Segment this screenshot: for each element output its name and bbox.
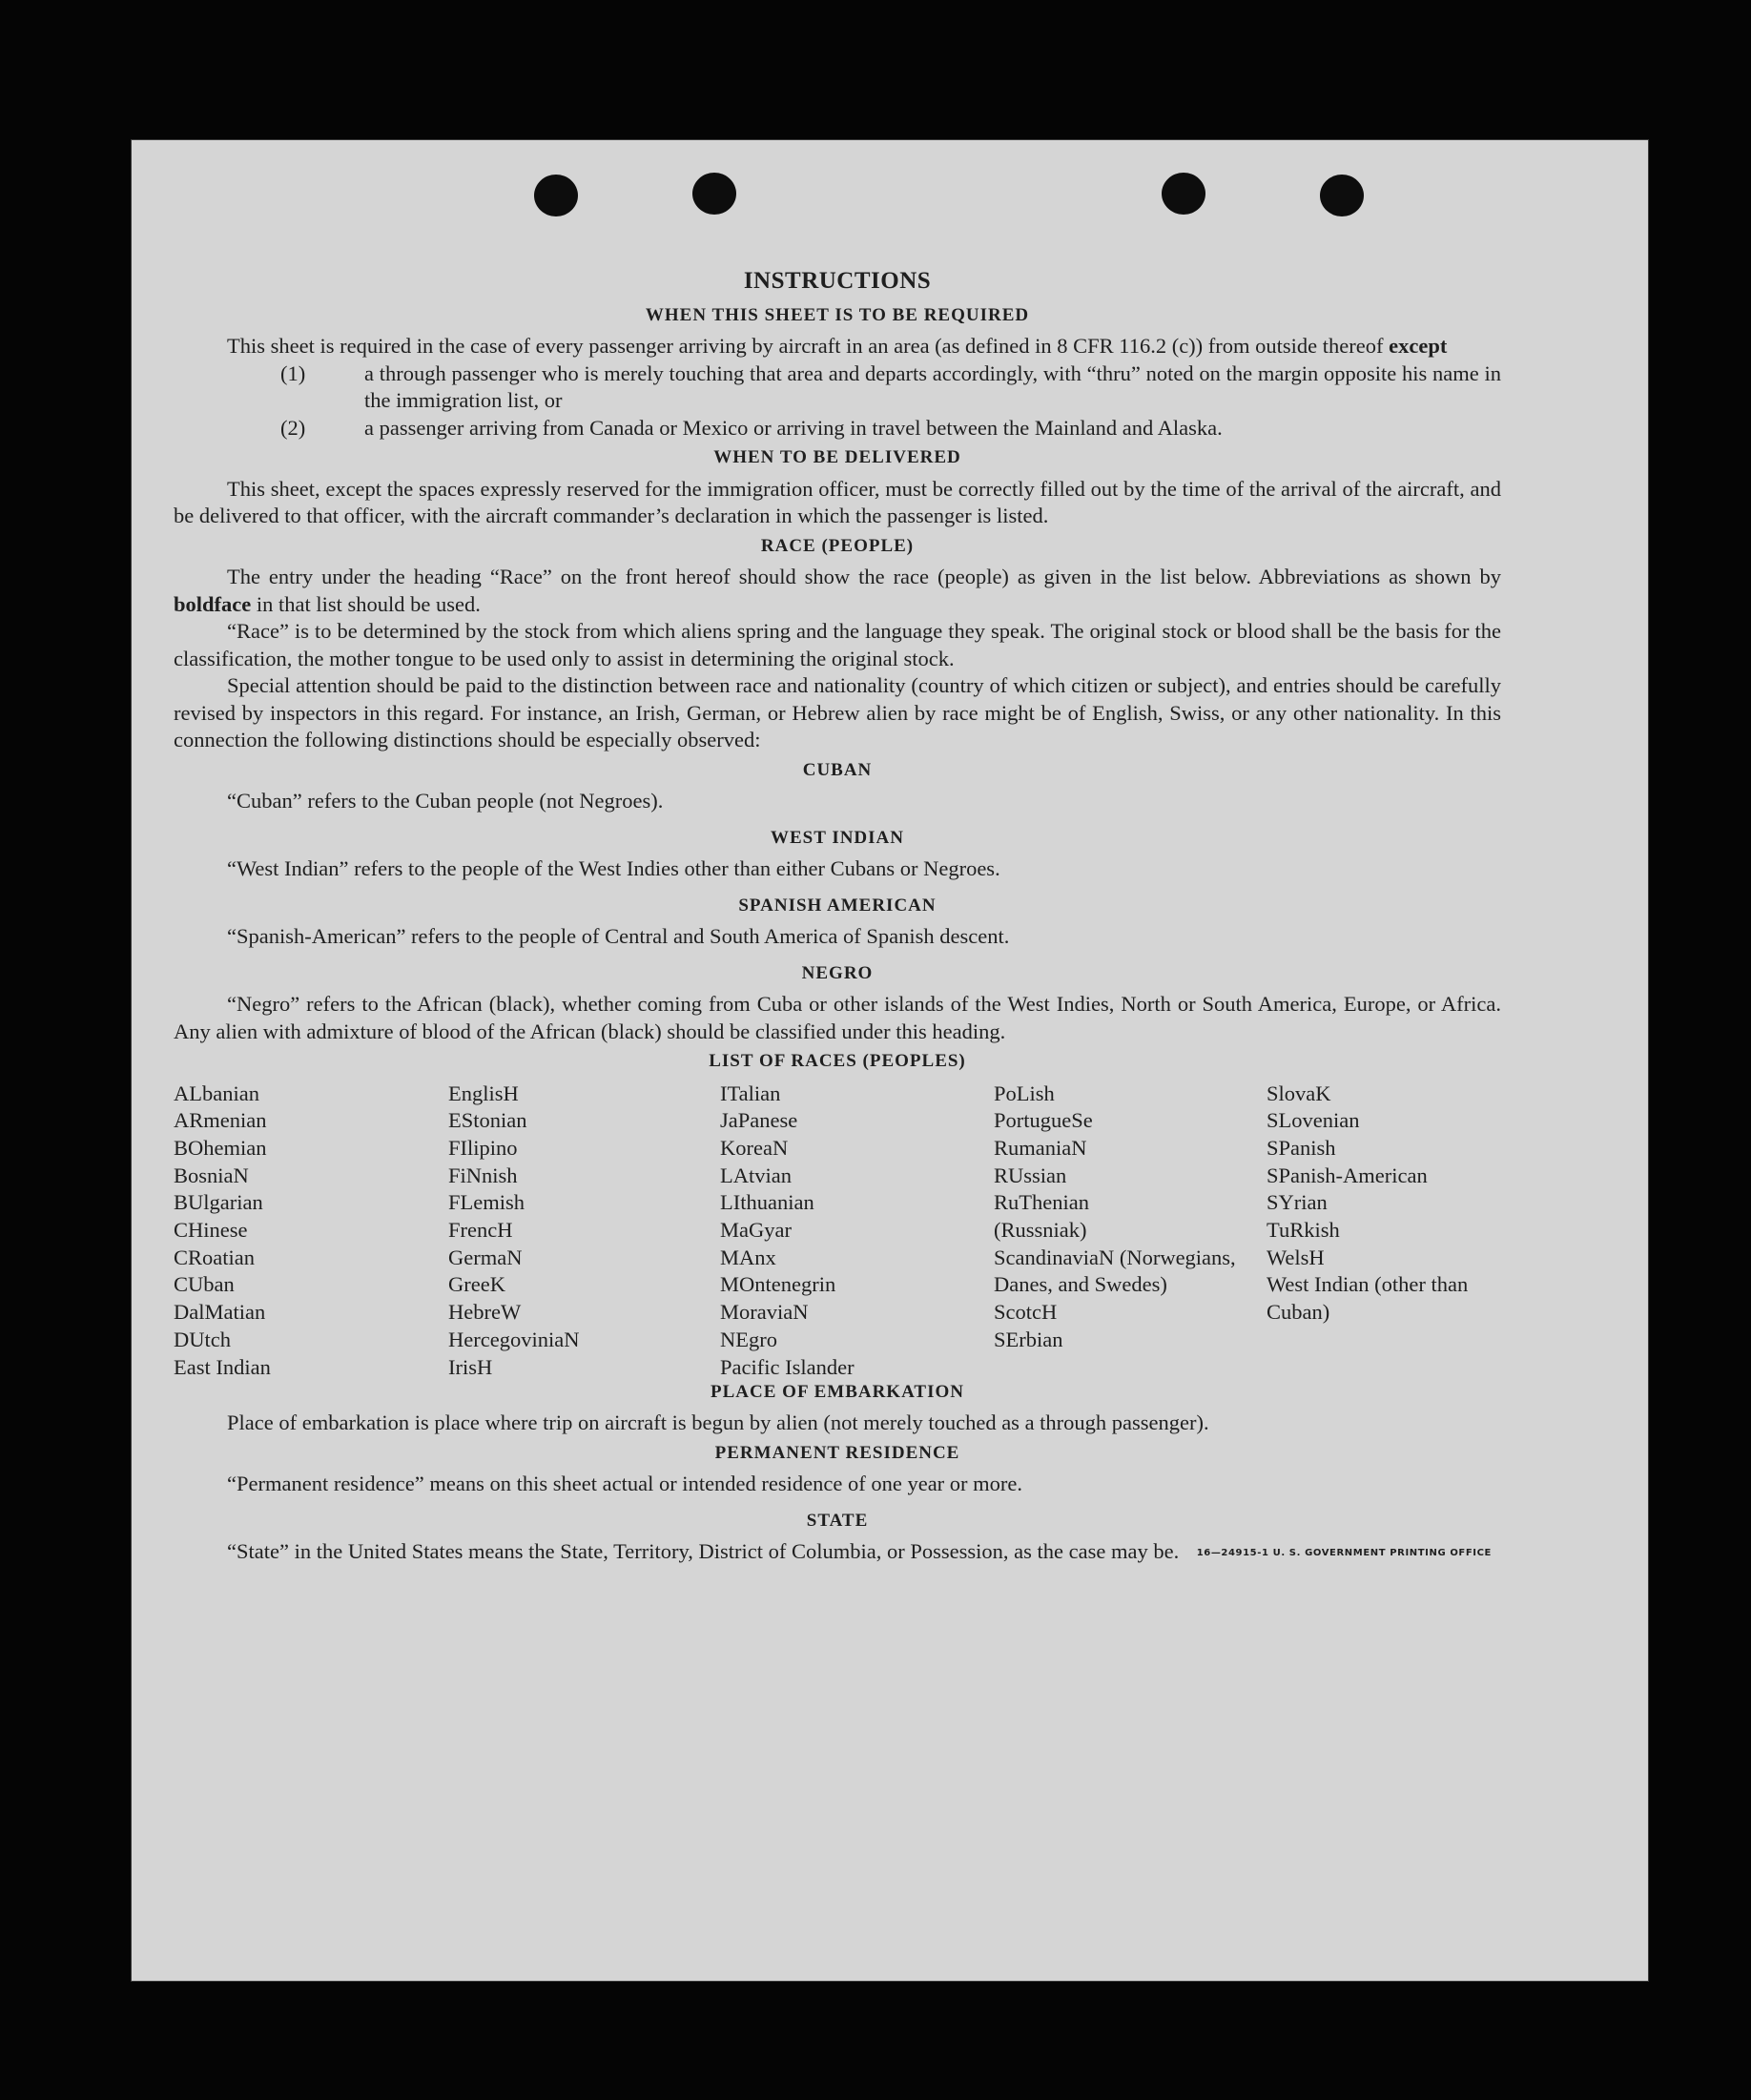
- races-column-1: [174, 1081, 422, 1382]
- race-entry: SPanish: [1267, 1135, 1336, 1160]
- race-entry: MOntenegrin: [720, 1272, 836, 1297]
- exception-item: [174, 415, 1501, 443]
- race-entry: MoraviaN: [720, 1300, 809, 1325]
- section-heading-residence: PERMANENT RESIDENCE: [714, 1442, 960, 1463]
- exception-text: a passenger arriving from Canada or Mexico or arriving in travel between the Mainland and Alaska.: [364, 415, 1223, 440]
- race-entry: RuThenian (Russniak): [994, 1190, 1089, 1243]
- race-entry: PortugueSe: [994, 1108, 1093, 1133]
- race-paragraph-1: [174, 564, 1501, 618]
- section-heading-embarkation: PLACE OF EMBARKATION: [711, 1381, 964, 1402]
- race-entry: PoLish: [994, 1081, 1055, 1105]
- race-entry: Pacific Islander: [720, 1354, 855, 1379]
- race-entry: BOhemian: [174, 1135, 267, 1160]
- race-entry: FiNnish: [448, 1163, 518, 1187]
- state-text: “State” in the United States means the State, Territory, District of Columbia, or Possession, as the case may be.: [227, 1539, 1180, 1563]
- race-entry: GermaN: [448, 1245, 523, 1269]
- section-heading-state: STATE: [806, 1510, 869, 1531]
- cuban-text: “Cuban” refers to the Cuban people (not Negroes).: [227, 789, 664, 813]
- races-list: [174, 1081, 1501, 1379]
- race-entry: EStonian: [448, 1108, 527, 1133]
- race-entry: IrisH: [448, 1354, 493, 1379]
- race-entry: SErbian: [994, 1327, 1063, 1351]
- race-entry: SPanish-American: [1267, 1163, 1428, 1187]
- exception-text: a through passenger who is merely touching that area and departs accordingly, with “thru” noted on the margin opposite his name in the immigration list, or: [364, 360, 1501, 412]
- race-paragraph-3: Special attention should be paid to the distinction between race and nationality (country of which citizen or subject), and entries should be carefully revised by inspectors in this regard. For instance, an Irish, German, or Hebrew alien by race might be of English, Swiss, or any other nationality. In this connection the following distinctions should be especially observed:: [174, 673, 1501, 751]
- races-column-4: [994, 1081, 1242, 1354]
- page-title: INSTRUCTIONS: [743, 268, 932, 294]
- race-entry: HercegoviniaN: [448, 1327, 580, 1351]
- exception-item: [174, 360, 1501, 415]
- races-column-5: [1267, 1081, 1503, 1327]
- race-p1-bold: boldface: [174, 591, 252, 616]
- race-entry: EnglisH: [448, 1081, 519, 1105]
- race-entry: FrencH: [448, 1218, 513, 1243]
- when-required-intro: [174, 333, 1501, 360]
- when-delivered-text: This sheet, except the spaces expressly reserved for the immigration officer, must be correctly filled out by the time of the arrival of the aircraft, and be delivered to that officer, with the aircraft commander’s declaration in which the passenger is listed.: [174, 476, 1501, 527]
- section-heading-when-delivered: WHEN TO BE DELIVERED: [713, 447, 961, 467]
- race-entry: LAtvian: [720, 1163, 792, 1187]
- race-paragraph-2: “Race” is to be determined by the stock from which aliens spring and the language they speak. The original stock or blood shall be the basis for the classification, the mother tongue to be used only to assist in determining the original stock.: [174, 619, 1501, 670]
- punch-hole: [534, 175, 578, 216]
- west-indian-text: “West Indian” refers to the people of the West Indies other than either Cubans or Negroes.: [227, 856, 1000, 880]
- race-entry: TuRkish: [1267, 1218, 1340, 1243]
- section-heading-when-required: WHEN THIS SHEET IS TO BE REQUIRED: [645, 304, 1030, 325]
- exception-number: (2): [280, 415, 306, 440]
- negro-text: “Negro” refers to the African (black), whether coming from Cuba or other islands of the West Indies, North or South America, Europe, or Africa. Any alien with admixture of blood of the African (black) should be classified under this heading.: [174, 992, 1501, 1043]
- document-body: [174, 268, 1501, 1566]
- race-entry: SlovaK: [1267, 1081, 1331, 1105]
- exception-number: (1): [280, 360, 306, 385]
- race-entry: ALbanian: [174, 1081, 259, 1105]
- race-p1-text: The entry under the heading “Race” on the front hereof should show the race (people) as given in the list below. Abbreviations as shown by: [227, 565, 1501, 588]
- section-heading-west-indian: WEST INDIAN: [771, 827, 904, 848]
- section-heading-race: RACE (PEOPLE): [760, 535, 915, 556]
- race-entry: LIthuanian: [720, 1190, 814, 1215]
- race-entry: KoreaN: [720, 1135, 789, 1160]
- section-heading-spanish-american: SPANISH AMERICAN: [738, 895, 937, 916]
- race-entry: East Indian: [174, 1354, 271, 1379]
- race-entry: MAnx: [720, 1245, 776, 1269]
- when-required-intro-bold: except: [1389, 334, 1448, 358]
- race-entry: ScotcH: [994, 1300, 1058, 1325]
- race-entry: SLovenian: [1267, 1108, 1360, 1133]
- race-entry: FLemish: [448, 1190, 525, 1215]
- race-entry: BUlgarian: [174, 1190, 263, 1215]
- embarkation-text: Place of embarkation is place where trip on aircraft is begun by alien (not merely touched as a through passenger).: [227, 1410, 1209, 1434]
- race-p1-text-end: in that list should be used.: [256, 591, 481, 616]
- section-heading-races-list: LIST OF RACES (PEOPLES): [709, 1051, 966, 1071]
- when-required-intro-text: This sheet is required in the case of every passenger arriving by aircraft in an area (as defined in 8 CFR 116.2 (c)) from outside thereof: [227, 334, 1384, 358]
- race-entry: ScandinaviaN (Norwegians, Danes, and Swedes): [994, 1245, 1236, 1297]
- document-sheet: [132, 140, 1648, 1981]
- race-entry: HebreW: [448, 1300, 522, 1325]
- race-entry: GreeK: [448, 1272, 505, 1297]
- race-entry: NEgro: [720, 1327, 777, 1351]
- race-entry: RumaniaN: [994, 1135, 1087, 1160]
- race-entry: DUtch: [174, 1327, 231, 1351]
- race-entry: West Indian (other than Cuban): [1267, 1272, 1469, 1325]
- race-entry: ITalian: [720, 1081, 781, 1105]
- section-heading-negro: NEGRO: [801, 962, 874, 983]
- races-column-3: [720, 1081, 968, 1382]
- punch-hole: [692, 173, 736, 215]
- race-entry: WelsH: [1267, 1245, 1325, 1269]
- race-entry: CRoatian: [174, 1245, 255, 1269]
- race-entry: MaGyar: [720, 1218, 792, 1243]
- race-entry: ARmenian: [174, 1108, 267, 1133]
- section-heading-cuban: CUBAN: [802, 759, 873, 780]
- race-entry: CUban: [174, 1272, 235, 1297]
- races-column-2: [448, 1081, 696, 1382]
- race-entry: SYrian: [1267, 1190, 1328, 1215]
- spanish-american-text: “Spanish-American” refers to the people of Central and South America of Spanish descent.: [227, 924, 1010, 948]
- state-block: [174, 1538, 1501, 1566]
- race-entry: BosniaN: [174, 1163, 249, 1187]
- race-entry: RUssian: [994, 1163, 1067, 1187]
- punch-hole: [1162, 173, 1205, 215]
- race-entry: JaPanese: [720, 1108, 798, 1133]
- residence-text: “Permanent residence” means on this sheet actual or intended residence of one year or more.: [227, 1472, 1023, 1495]
- printer-imprint: 16—24915-1 U. S. GOVERNMENT PRINTING OFFICE: [1196, 1548, 1492, 1558]
- punch-hole: [1320, 175, 1364, 216]
- race-entry: DalMatian: [174, 1300, 266, 1325]
- race-entry: CHinese: [174, 1218, 248, 1243]
- race-entry: FIlipino: [448, 1135, 518, 1160]
